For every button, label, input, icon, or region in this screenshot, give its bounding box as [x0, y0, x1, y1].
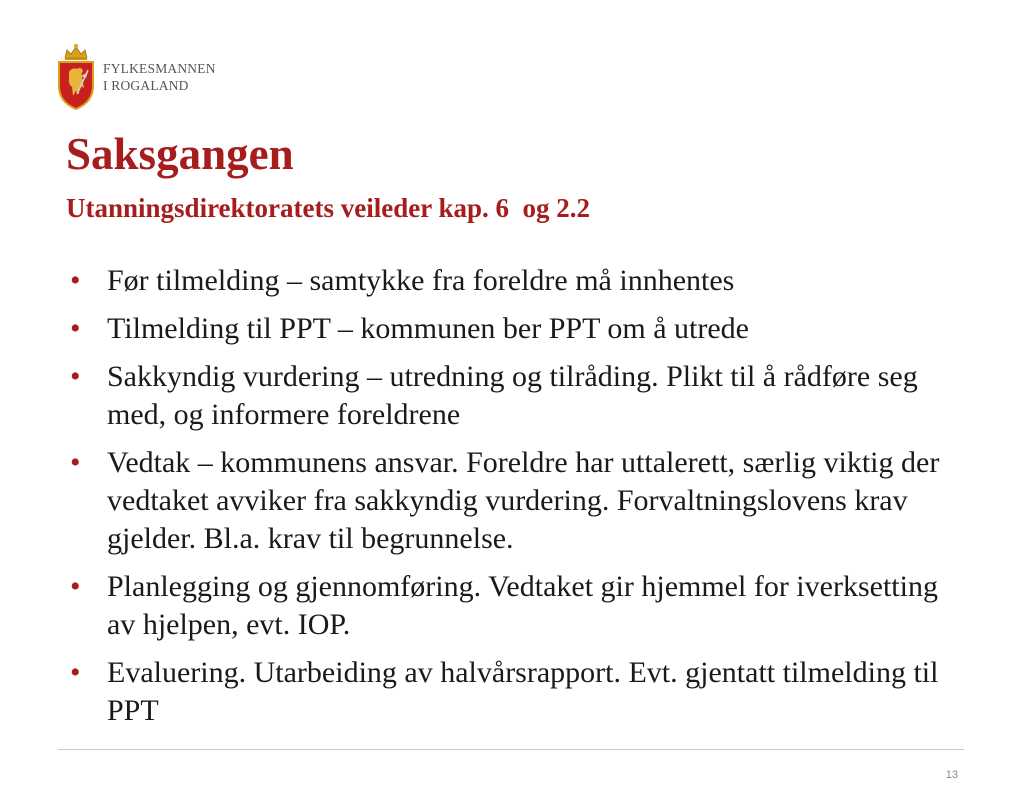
bullet-text: Evaluering. Utarbeiding av halvårsrapport. Evt. gjentatt tilmelding til PPT: [107, 656, 939, 727]
bullet-text: Planlegging og gjennomføring. Vedtaket gir hjemmel for iverksetting av hjelpen, evt. IOP.: [107, 570, 938, 641]
org-name: [103, 60, 216, 94]
bullet-list: [70, 262, 970, 740]
slide-subtitle: Utanningsdirektoratets veileder kap. 6 og 2.2: [66, 193, 591, 223]
bullet-text: Før tilmelding – samtykke fra foreldre må innhentes: [107, 264, 735, 297]
bullet-dot-icon: •: [70, 446, 81, 479]
org-logo: [55, 42, 216, 112]
slide-title: Saksgangen: [66, 129, 294, 179]
bullet-dot-icon: •: [70, 656, 81, 689]
page-number: 13: [945, 769, 958, 781]
bullet-dot-icon: •: [70, 360, 81, 393]
bullet-dot-icon: •: [70, 312, 81, 345]
bullet-item: [70, 444, 970, 558]
footer-divider: [58, 749, 964, 750]
bullet-item: [70, 262, 970, 300]
org-name-line1: FYLKESMANNEN: [103, 61, 216, 76]
bullet-item: [70, 568, 970, 644]
bullet-text: Sakkyndig vurdering – utredning og tilråding. Plikt til å rådføre seg med, og informere foreldrene: [107, 360, 918, 431]
bullet-item: [70, 358, 970, 434]
bullet-dot-icon: •: [70, 264, 81, 297]
bullet-item: [70, 654, 970, 730]
bullet-text: Vedtak – kommunens ansvar. Foreldre har uttalerett, særlig viktig der vedtaket avviker fra sakkyndig vurdering. Forvaltningslovens krav gjelder. Bl.a. krav til begrunnelse.: [107, 446, 940, 555]
coat-of-arms-icon: [55, 42, 97, 112]
org-name-line2: I ROGALAND: [103, 78, 189, 93]
bullet-dot-icon: •: [70, 570, 81, 603]
bullet-item: [70, 310, 970, 348]
bullet-text: Tilmelding til PPT – kommunen ber PPT om å utrede: [107, 312, 749, 345]
